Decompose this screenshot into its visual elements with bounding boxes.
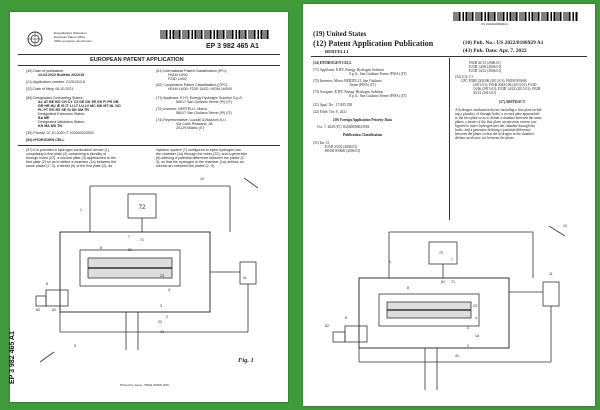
divider [18, 145, 280, 146]
divider [18, 65, 280, 66]
ref-label: 7 [451, 258, 453, 262]
us-abstract-line: between the plates so that the hydrogen in the chamber [455, 132, 534, 136]
us-left-line: F23D 23/02 (2006.01) [325, 145, 358, 149]
us-pub-no: (10) Pub. No.: US 2022/0106929 A1 [463, 40, 544, 46]
biblio-line: F23D 14/02 [168, 77, 187, 81]
biblio-line: H01M 14/00; F23D 14/02; H01M 16/003 [168, 87, 232, 91]
ref-label: 8 [407, 286, 409, 290]
abstract-line: electric arc between the plates (2, 3). [156, 164, 215, 168]
us-right-line: CPC F02B 23/0206 (2013.01); H01M 8/0606 [461, 79, 527, 83]
ref-label: 41 [455, 354, 459, 358]
us-right-line: F02B 43/12 (2006.01) [469, 61, 502, 65]
states-line: Designated Validation States: [38, 120, 85, 124]
ref-label: 72 [439, 251, 443, 255]
us-right-line: F23D 14/22 (2006.01) [469, 69, 502, 73]
us-left-line: Terme (PISA) (IT) [349, 83, 376, 87]
us-right-line: 43/12 (2013.01) [473, 91, 497, 95]
ref-label: 11 [549, 272, 553, 276]
biblio-line: 13.04.2022 Bulletin 2022/15 [38, 73, 85, 77]
divider [311, 56, 587, 57]
ref-label: 2 [467, 344, 469, 348]
ep-barcode [160, 30, 270, 39]
ref-label: 62 [52, 308, 56, 312]
ref-label: 62 [325, 324, 329, 328]
party-line: Via Carlo Pisacane, 36 [176, 122, 213, 126]
us-abstract-line: defines an electric arc between the plates. [455, 136, 515, 140]
biblio-line: (43) Date of publication: [26, 69, 65, 73]
abstract-line: (8) defining a potential difference between the plates (2, [156, 156, 245, 160]
ref-72: 72 [138, 205, 146, 211]
us-left-line: (30) Foreign Application Priority Data [333, 118, 392, 122]
states-line: AL AT BE BG CH CY CZ DE DK EE ES FI FR GB [38, 100, 119, 104]
us-abstract-line: figured to inject hydrogen into the chamber through the [455, 124, 535, 128]
biblio-line: (22) Date of filing: 06.10.2021 [26, 87, 74, 91]
abstract-line: first plate (2) so as to define a chamber (1a) between the [26, 160, 117, 164]
us-left-line: H01M 8/0606 (2006.01) [325, 149, 361, 153]
abstract-line: (57) It is provided a hydrogen combustion device (1) [26, 148, 109, 152]
states-line: KH MA MD TN [38, 124, 63, 128]
abstract-line: injection system (7) configured to inject hydrogen into [156, 148, 241, 152]
party-line: (72) Inventor: BERTELLI, Marco [156, 107, 208, 111]
column-divider [449, 58, 450, 220]
ref-label: 82 [36, 308, 40, 312]
abstract-line: same plates (2, 3), a feeder (5) of the first plate (2), an [26, 164, 113, 168]
printer-footer: Printed by Jouve, 75001 PARIS (FR) [120, 383, 169, 387]
ref-label: 1 [80, 208, 82, 212]
party-line: 20129 Milano (IT) [176, 126, 205, 130]
us-left-line: (22) Filed: Oct. 6, 2021 [313, 110, 347, 114]
divider [18, 54, 280, 55]
us-right-line: F23D 14/66 (2006.01) [469, 65, 502, 69]
us-right-line: (52) U.S. Cl. [455, 75, 474, 79]
ref-label: 8 [100, 246, 102, 250]
us-barcode [453, 12, 578, 21]
us-right-line: (2013.01); F02B 2043/106 (2013.01); F23D [473, 83, 537, 87]
epo-logo [26, 30, 52, 48]
office-de: Europäisches Patentamt [54, 31, 87, 35]
abstract-heading: (57) ABSTRACT [499, 100, 526, 104]
us-abstract-line: to the first plate so as to define a chamber between the same [455, 116, 542, 120]
ref-label: 81 [441, 280, 445, 284]
ref-label: 1 [389, 260, 391, 264]
ref-label: 22 [158, 320, 162, 324]
figure-label: Fig. 1 [238, 357, 254, 364]
ref-label: 10 [563, 224, 567, 228]
party-line: (71) Applicant: E.HY. Energy Hydrogen Solution S.p.A. [156, 96, 243, 100]
office-en: European Patent Office [54, 35, 86, 39]
ref-label: 6 [345, 316, 347, 320]
us-left-line: (72) Inventor: Marco BERTELLI, San Giuliano [313, 79, 382, 83]
us-left-line: (21) Appl. No.: 17/495,358 [313, 103, 353, 107]
us-left-line: S.p.A., San Giuliano Terme (PISA) (IT) [349, 94, 407, 98]
us-left-line: (51) Int. Cl. [313, 141, 330, 145]
abstract-line: comprising a first plate (2) comprising a plurality of [26, 152, 107, 156]
ep-title: (54) HYDROGEN CELL [26, 138, 65, 142]
ref-label: 71 [451, 280, 455, 284]
us-patent-page [303, 4, 595, 406]
biblio-line: (52) Cooperative Patent Classification (CPC): [156, 83, 229, 87]
us-left-line: S.p.A., San Giuliano Terme (PISA) (IT) [349, 72, 407, 76]
us-inventor-name: BERTELLI [325, 49, 349, 54]
ref-label: 81 [128, 248, 132, 252]
ref-label: 10 [200, 177, 204, 181]
states-line: (84) Designated Contracting States: [26, 96, 84, 100]
ep-number: EP 3 982 465 A1 [206, 43, 259, 50]
ref-label: 4 [168, 288, 170, 292]
us-abstract-line: plates; a heater of the first plate; an injection system con- [455, 120, 538, 124]
us-abstract-line: holes; and a generator defining a potential difference [455, 128, 531, 132]
ep-patent-drawing [30, 172, 270, 372]
priority-line: (30) Priority: 07.10.2020 IT 202000023902 [26, 131, 94, 135]
party-line: 56017 San Giuliano Terme (PI) (IT) [176, 100, 232, 104]
us-left-line: (71) Applicant: E.HY. Energy Hydrogen Solution [313, 68, 385, 72]
office-fr: Office européen des brevets [54, 39, 92, 43]
biblio-line: (21) Application number: 21201313.6 [26, 80, 85, 84]
barcode-caption: US 20220106929A1 [481, 22, 509, 26]
us-right-line: 14/66 (2013.01); F23D 14/22 (2013.01); F02B [473, 87, 541, 91]
us-country: (19) United States [313, 30, 367, 38]
ref-label: 41 [160, 330, 164, 334]
ref-label: 5 [74, 344, 76, 348]
ref-label: 3 [467, 326, 469, 330]
ref-label: 71 [140, 238, 144, 242]
states-line: PL PT RO RS SE SI SK SM TR [38, 108, 89, 112]
ep-doc-type: EUROPEAN PATENT APPLICATION [90, 57, 184, 63]
side-number: EP 3 982 465 A1 [9, 331, 16, 384]
abstract-line: 3); so that the hydrogen in the chamber (1a) defines an [156, 160, 244, 164]
us-pub-date: (43) Pub. Date: Apr. 7, 2022 [463, 48, 527, 54]
ref-label: 4 [475, 316, 477, 320]
states-line: Designated Extension States: [38, 112, 86, 116]
ref-label: 23 [160, 274, 164, 278]
states-line: BA ME [38, 116, 50, 120]
us-pub-type: (12) Patent Application Publication [313, 39, 434, 48]
us-left-line: (73) Assignee: E.HY. Energy Hydrogen Solution [313, 90, 384, 94]
us-title: (54) HYDROGEN CELL [313, 61, 352, 65]
us-left-line: Oct. 7, 2020 (IT) 102020000023902 [317, 125, 370, 129]
abstract-line: the chamber (1a) through the holes (22); and a generator [156, 152, 247, 156]
ep-patent-page [10, 12, 288, 402]
ref-label: 6 [46, 282, 48, 286]
party-line: (74) Representative: Luzzati & Mazzoni S.r.l. [156, 118, 227, 122]
us-left-line: Publication Classification [343, 133, 383, 137]
party-line: 56017 San Giuliano Terme (PI) (IT) [176, 111, 232, 115]
abstract-line: through holes (22), a second plate (3) approached to the [26, 156, 116, 160]
ref-label: 7 [128, 235, 130, 239]
ref-label: 3 [160, 304, 162, 308]
us-patent-drawing [321, 222, 581, 402]
ref-label: 1a [475, 334, 479, 338]
ref-label: 11 [243, 276, 247, 280]
ref-label: 23 [473, 304, 477, 308]
states-line: GR HR HU IE IS IT LI LT LU LV MC MK MT NL NO [38, 104, 121, 108]
biblio-line: H01M 14/00 [168, 73, 188, 77]
ref-label: 2 [166, 315, 168, 319]
us-abstract-line: A hydrogen combustion device including a first plate includ- [455, 108, 543, 112]
us-abstract-line: ing a plurality of through holes; a second plate approached [455, 112, 540, 116]
biblio-line: (51) International Patent Classification (IPC): [156, 69, 228, 73]
